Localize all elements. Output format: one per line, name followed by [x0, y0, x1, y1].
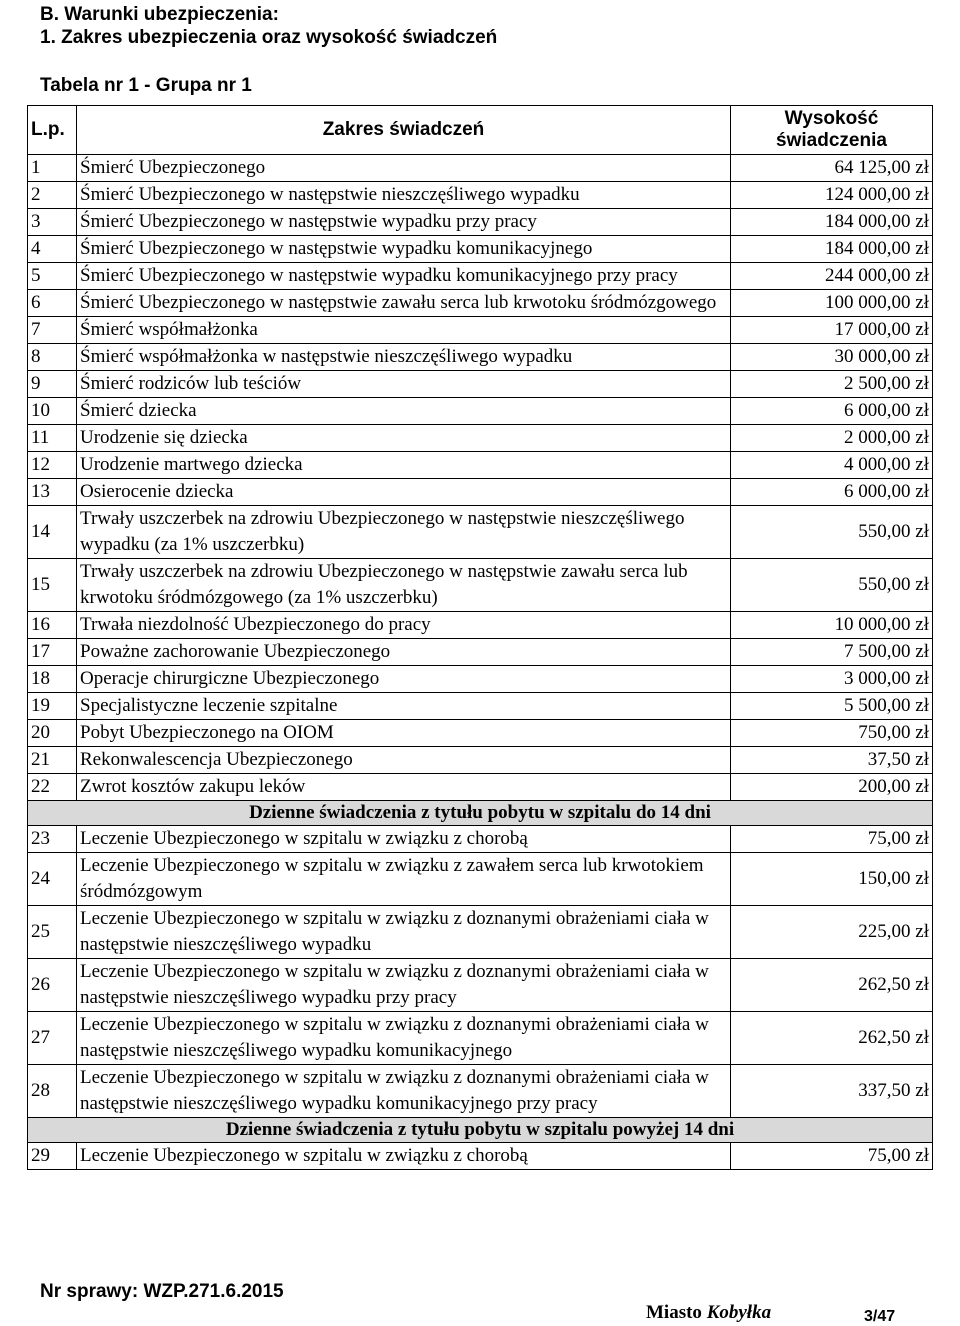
benefits-table: [27, 105, 933, 1170]
row-wysokosc: 124 000,00 zł: [731, 182, 933, 209]
row-wysokosc: 5 500,00 zł: [731, 693, 933, 720]
table-row: [28, 906, 933, 959]
row-wysokosc: 550,00 zł: [731, 559, 933, 612]
row-wysokosc: 200,00 zł: [731, 774, 933, 801]
table-row: [28, 612, 933, 639]
row-lp: 13: [28, 479, 77, 506]
band-label-1: Dzienne świadczenia z tytułu pobytu w szpitalu do 14 dni: [28, 801, 933, 826]
table-row: [28, 747, 933, 774]
row-zakres: Trwały uszczerbek na zdrowiu Ubezpieczonego w następstwie zawału serca lub krwotoku śródmózgowego (za 1% uszczerbku): [77, 559, 731, 612]
row-zakres: Pobyt Ubezpieczonego na OIOM: [77, 720, 731, 747]
row-lp: 25: [28, 906, 77, 959]
row-zakres: Zwrot kosztów zakupu leków: [77, 774, 731, 801]
row-lp: 3: [28, 209, 77, 236]
row-zakres: Śmierć Ubezpieczonego w następstwie zawału serca lub krwotoku śródmózgowego: [77, 290, 731, 317]
table-row: [28, 479, 933, 506]
row-zakres: Trwały uszczerbek na zdrowiu Ubezpieczonego w następstwie nieszczęśliwego wypadku (za 1% uszczerbku): [77, 506, 731, 559]
band-label-2: Dzienne świadczenia z tytułu pobytu w szpitalu powyżej 14 dni: [28, 1118, 933, 1143]
row-lp: 2: [28, 182, 77, 209]
page-number: 3/47: [864, 1308, 896, 1325]
table-row: [28, 155, 933, 182]
table-row: [28, 774, 933, 801]
row-lp: 22: [28, 774, 77, 801]
table-row: [28, 559, 933, 612]
row-lp: 26: [28, 959, 77, 1012]
row-lp: 14: [28, 506, 77, 559]
row-wysokosc: 184 000,00 zł: [731, 209, 933, 236]
table-row: [28, 959, 933, 1012]
row-wysokosc: 7 500,00 zł: [731, 639, 933, 666]
row-wysokosc: 244 000,00 zł: [731, 263, 933, 290]
row-lp: 6: [28, 290, 77, 317]
row-wysokosc: 37,50 zł: [731, 747, 933, 774]
row-lp: 23: [28, 826, 77, 853]
row-wysokosc: 30 000,00 zł: [731, 344, 933, 371]
row-zakres: Śmierć Ubezpieczonego w następstwie wypadku komunikacyjnego: [77, 236, 731, 263]
row-zakres: Leczenie Ubezpieczonego w szpitalu w związku z chorobą: [77, 826, 731, 853]
header-zakres: Zakres świadczeń: [77, 106, 731, 155]
row-zakres: Leczenie Ubezpieczonego w szpitalu w związku z doznanymi obrażeniami ciała w następstwie nieszczęśliwego wypadku przy pracy: [77, 959, 731, 1012]
header-wysokosc: Wysokość świadczenia: [731, 106, 933, 155]
row-lp: 1: [28, 155, 77, 182]
table-row: [28, 506, 933, 559]
row-zakres: Rekonwalescencja Ubezpieczonego: [77, 747, 731, 774]
row-lp: 20: [28, 720, 77, 747]
section-heading: B. Warunki ubezpieczenia:: [40, 4, 279, 25]
table-row: [28, 209, 933, 236]
row-zakres: Śmierć Ubezpieczonego w następstwie wypadku komunikacyjnego przy pracy: [77, 263, 731, 290]
row-wysokosc: 10 000,00 zł: [731, 612, 933, 639]
row-wysokosc: 6 000,00 zł: [731, 479, 933, 506]
row-lp: 17: [28, 639, 77, 666]
table-row: [28, 1012, 933, 1065]
row-zakres: Leczenie Ubezpieczonego w szpitalu w związku z chorobą: [77, 1143, 731, 1170]
row-lp: 15: [28, 559, 77, 612]
row-lp: 27: [28, 1012, 77, 1065]
row-wysokosc: 262,50 zł: [731, 959, 933, 1012]
row-zakres: Śmierć Ubezpieczonego: [77, 155, 731, 182]
row-wysokosc: 3 000,00 zł: [731, 666, 933, 693]
footer-city: [646, 1302, 771, 1324]
row-zakres: Śmierć współmałżonka w następstwie nieszczęśliwego wypadku: [77, 344, 731, 371]
row-wysokosc: 750,00 zł: [731, 720, 933, 747]
table-row: [28, 371, 933, 398]
row-lp: 10: [28, 398, 77, 425]
row-lp: 29: [28, 1143, 77, 1170]
rows-group-c: [28, 1143, 933, 1170]
table-row: [28, 452, 933, 479]
row-wysokosc: 4 000,00 zł: [731, 452, 933, 479]
table-row: [28, 826, 933, 853]
row-lp: 5: [28, 263, 77, 290]
city-name: Kobyłka: [706, 1302, 772, 1323]
row-zakres: Leczenie Ubezpieczonego w szpitalu w związku z zawałem serca lub krwotokiem śródmózgowym: [77, 853, 731, 906]
table-row: [28, 398, 933, 425]
header-lp: L.p.: [28, 106, 77, 155]
subsection-heading: 1. Zakres ubezpieczenia oraz wysokość świadczeń: [40, 27, 498, 48]
rows-group-a: [28, 155, 933, 801]
band-row-1: [28, 801, 933, 826]
row-lp: 28: [28, 1065, 77, 1118]
row-wysokosc: 150,00 zł: [731, 853, 933, 906]
row-lp: 21: [28, 747, 77, 774]
table-row: [28, 425, 933, 452]
table-row: [28, 236, 933, 263]
row-zakres: Poważne zachorowanie Ubezpieczonego: [77, 639, 731, 666]
row-zakres: Osierocenie dziecka: [77, 479, 731, 506]
row-lp: 11: [28, 425, 77, 452]
row-wysokosc: 100 000,00 zł: [731, 290, 933, 317]
row-zakres: Leczenie Ubezpieczonego w szpitalu w związku z doznanymi obrażeniami ciała w następstwie nieszczęśliwego wypadku: [77, 906, 731, 959]
row-zakres: Specjalistyczne leczenie szpitalne: [77, 693, 731, 720]
row-lp: 8: [28, 344, 77, 371]
row-wysokosc: 262,50 zł: [731, 1012, 933, 1065]
table-row: [28, 639, 933, 666]
table-row: [28, 693, 933, 720]
row-wysokosc: 225,00 zł: [731, 906, 933, 959]
row-wysokosc: 75,00 zł: [731, 826, 933, 853]
table-row: [28, 720, 933, 747]
table-row: [28, 666, 933, 693]
row-zakres: Leczenie Ubezpieczonego w szpitalu w związku z doznanymi obrażeniami ciała w następstwie nieszczęśliwego wypadku komunikacyjnego przy pracy: [77, 1065, 731, 1118]
row-wysokosc: 550,00 zł: [731, 506, 933, 559]
row-lp: 19: [28, 693, 77, 720]
table-row: [28, 317, 933, 344]
row-wysokosc: 184 000,00 zł: [731, 236, 933, 263]
row-lp: 4: [28, 236, 77, 263]
row-zakres: Operacje chirurgiczne Ubezpieczonego: [77, 666, 731, 693]
rows-group-b: [28, 826, 933, 1118]
table-title: Tabela nr 1 - Grupa nr 1: [40, 75, 252, 96]
row-zakres: Urodzenie się dziecka: [77, 425, 731, 452]
case-number: Nr sprawy: WZP.271.6.2015: [40, 1281, 284, 1302]
table-row: [28, 853, 933, 906]
row-wysokosc: 17 000,00 zł: [731, 317, 933, 344]
row-lp: 18: [28, 666, 77, 693]
row-zakres: Śmierć współmałżonka: [77, 317, 731, 344]
row-zakres: Śmierć rodziców lub teściów: [77, 371, 731, 398]
row-lp: 12: [28, 452, 77, 479]
table-row: [28, 182, 933, 209]
band-row-2: [28, 1118, 933, 1143]
row-wysokosc: 75,00 zł: [731, 1143, 933, 1170]
row-zakres: Leczenie Ubezpieczonego w szpitalu w związku z doznanymi obrażeniami ciała w następstwie nieszczęśliwego wypadku komunikacyjnego: [77, 1012, 731, 1065]
row-wysokosc: 2 500,00 zł: [731, 371, 933, 398]
row-wysokosc: 64 125,00 zł: [731, 155, 933, 182]
row-lp: 24: [28, 853, 77, 906]
table-header-row: [28, 106, 933, 155]
row-zakres: Śmierć dziecka: [77, 398, 731, 425]
row-zakres: Trwała niezdolność Ubezpieczonego do pracy: [77, 612, 731, 639]
table-row: [28, 263, 933, 290]
row-wysokosc: 6 000,00 zł: [731, 398, 933, 425]
row-lp: 16: [28, 612, 77, 639]
table-row: [28, 1143, 933, 1170]
row-zakres: Śmierć Ubezpieczonego w następstwie wypadku przy pracy: [77, 209, 731, 236]
row-zakres: Urodzenie martwego dziecka: [77, 452, 731, 479]
table-row: [28, 1065, 933, 1118]
row-lp: 9: [28, 371, 77, 398]
city-label: Miasto: [646, 1302, 702, 1323]
table-row: [28, 344, 933, 371]
table-row: [28, 290, 933, 317]
row-wysokosc: 2 000,00 zł: [731, 425, 933, 452]
row-zakres: Śmierć Ubezpieczonego w następstwie nieszczęśliwego wypadku: [77, 182, 731, 209]
row-lp: 7: [28, 317, 77, 344]
row-wysokosc: 337,50 zł: [731, 1065, 933, 1118]
